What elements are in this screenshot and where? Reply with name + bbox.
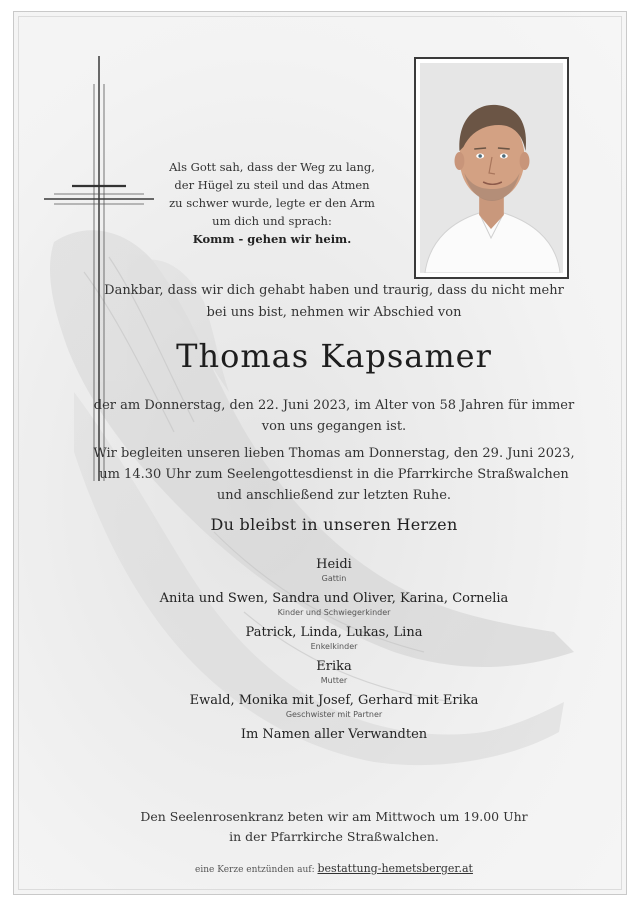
poem-line: der Hügel zu steil und das Atmen — [174, 178, 370, 192]
poem-line: Als Gott sah, dass der Weg zu lang, — [169, 160, 375, 174]
mourners-list — [74, 556, 594, 744]
poem-line: zu schwer wurde, legte er den Arm — [169, 196, 375, 210]
mourner-entry — [74, 658, 594, 686]
service-text — [74, 443, 594, 506]
motto: Du bleibst in unseren Herzen — [210, 515, 458, 534]
passed-text — [74, 395, 594, 437]
mourner-relation: Enkelkinder — [310, 642, 358, 651]
passed-line: der am Donnerstag, den 22. Juni 2023, im Alter von 58 Jahren für immer — [93, 398, 575, 413]
mourner-name: Anita und Swen, Sandra und Oliver, Karina, Cornelia — [159, 591, 509, 606]
website-link[interactable]: bestattung-hemetsberger.at — [317, 862, 473, 875]
poem-closing: Komm - gehen wir heim. — [192, 232, 352, 246]
rosary-line: in der Pfarrkirche Straßwalchen. — [229, 829, 439, 844]
poem — [164, 158, 380, 248]
passed-line: von uns gegangen ist. — [261, 419, 407, 434]
portrait-figure — [420, 63, 563, 273]
portrait-photo — [420, 63, 563, 273]
service-line: um 14.30 Uhr zum Seelengottesdienst in die Pfarrkirche Straßwalchen — [99, 467, 569, 482]
mourner-name: Ewald, Monika mit Josef, Gerhard mit Erika — [189, 693, 479, 708]
deceased-name: Thomas Kapsamer — [176, 337, 492, 375]
intro-text — [74, 280, 594, 324]
service-line: Wir begleiten unseren lieben Thomas am Donnerstag, den 29. Juni 2023, — [93, 446, 575, 461]
mourner-relation: Mutter — [320, 676, 348, 685]
mourner-relation: Geschwister mit Partner — [285, 710, 383, 719]
rosary-line: Den Seelenrosenkranz beten wir am Mittwoch um 19.00 Uhr — [140, 809, 528, 824]
footer — [74, 862, 594, 875]
portrait-frame — [414, 57, 569, 279]
service-line: und anschließend zur letzten Ruhe. — [216, 488, 452, 503]
footer-prefix: eine Kerze entzünden auf: — [195, 865, 315, 875]
intro-line: Dankbar, dass wir dich gehabt haben und traurig, dass du nicht mehr — [104, 283, 564, 298]
mourner-relation: Kinder und Schwiegerkinder — [277, 608, 391, 617]
mourner-name: Patrick, Linda, Lukas, Lina — [245, 625, 423, 640]
card-frame — [13, 11, 627, 895]
rosary-text — [74, 807, 594, 847]
mourner-entry — [74, 692, 594, 720]
mourner-entry — [74, 556, 594, 584]
closing-line: Im Namen aller Verwandten — [240, 727, 428, 742]
mourner-name: Erika — [316, 659, 352, 674]
mourner-name: Heidi — [316, 557, 352, 572]
poem-line: um dich und sprach: — [212, 214, 332, 228]
mourner-entry — [74, 590, 594, 618]
mourner-entry — [74, 624, 594, 652]
mourner-relation: Gattin — [321, 574, 347, 583]
intro-line: bei uns bist, nehmen wir Abschied von — [206, 305, 462, 320]
